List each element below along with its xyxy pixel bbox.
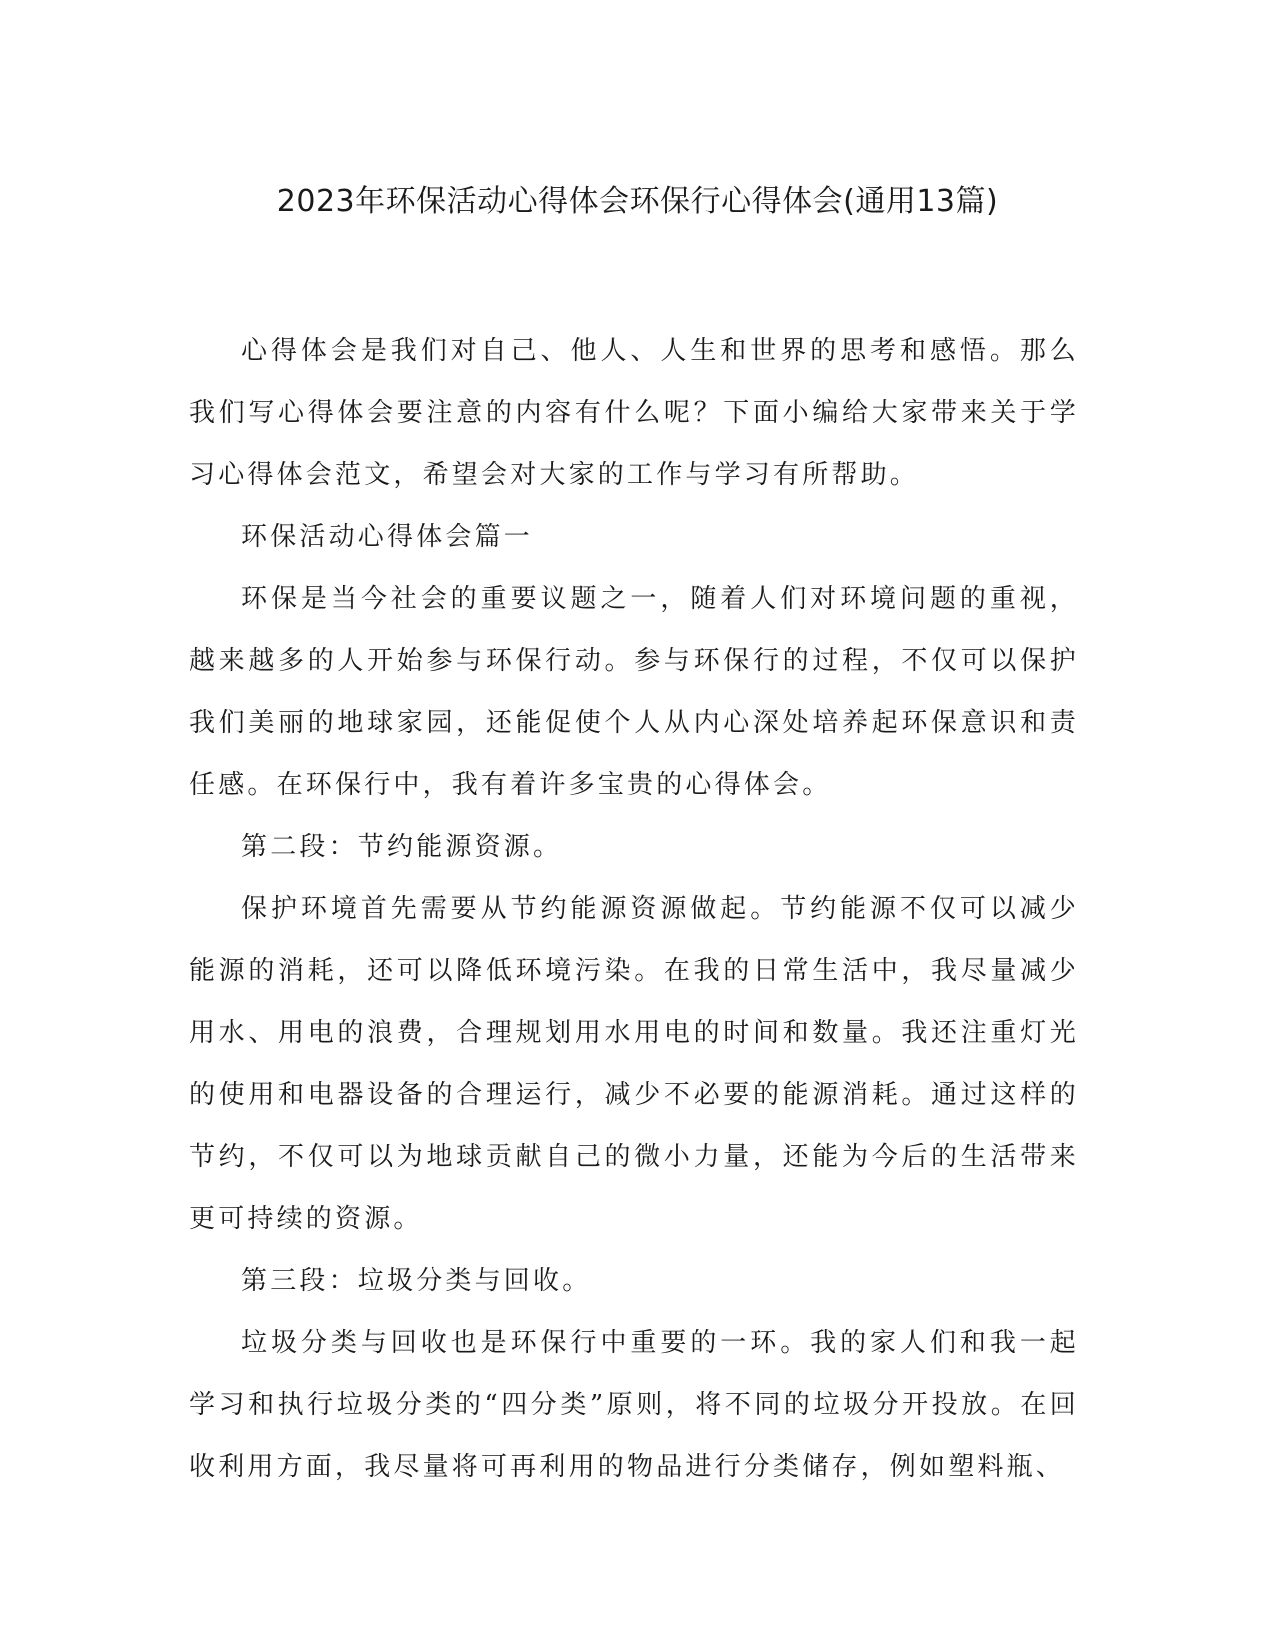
section-heading-second: 第二段：节约能源资源。 (241, 832, 563, 862)
section-heading-part-one: 环保活动心得体会篇一 (241, 522, 534, 552)
paragraph-part-one: 环保是当今社会的重要议题之一，随着人们对环境问题的重视，越来越多的人开始参与环保行动。参与环保行的过程，不仅可以保护我们美丽的地球家园，还能促使个人从内心深处培养起环保意识和责任感。在环保行中，我有着许多宝贵的心得体会。 (189, 584, 1079, 800)
paragraph-intro: 心得体会是我们对自己、他人、人生和世界的思考和感悟。那么我们写心得体会要注意的内容有什么呢？下面小编给大家带来关于学习心得体会范文，希望会对大家的工作与学习有所帮助。 (189, 336, 1079, 490)
section-heading-third: 第三段：垃圾分类与回收。 (241, 1266, 592, 1296)
document-title: 2023年环保活动心得体会环保行心得体会(通用13篇) (276, 184, 999, 219)
paragraph-third: 垃圾分类与回收也是环保行中重要的一环。我的家人们和我一起学习和执行垃圾分类的“四分类”原则，将不同的垃圾分开投放。在回收利用方面，我尽量将可再利用的物品进行分类储存，例如塑料瓶、 (189, 1328, 1079, 1482)
paragraph-second: 保护环境首先需要从节约能源资源做起。节约能源不仅可以减少能源的消耗，还可以降低环境污染。在我的日常生活中，我尽量减少用水、用电的浪费，合理规划用水用电的时间和数量。我还注重灯光的使用和电器设备的合理运行，减少不必要的能源消耗。通过这样的节约，不仅可以为地球贡献自己的微小力量，还能为今后的生活带来更可持续的资源。 (189, 894, 1079, 1234)
document-body (189, 320, 1079, 1498)
